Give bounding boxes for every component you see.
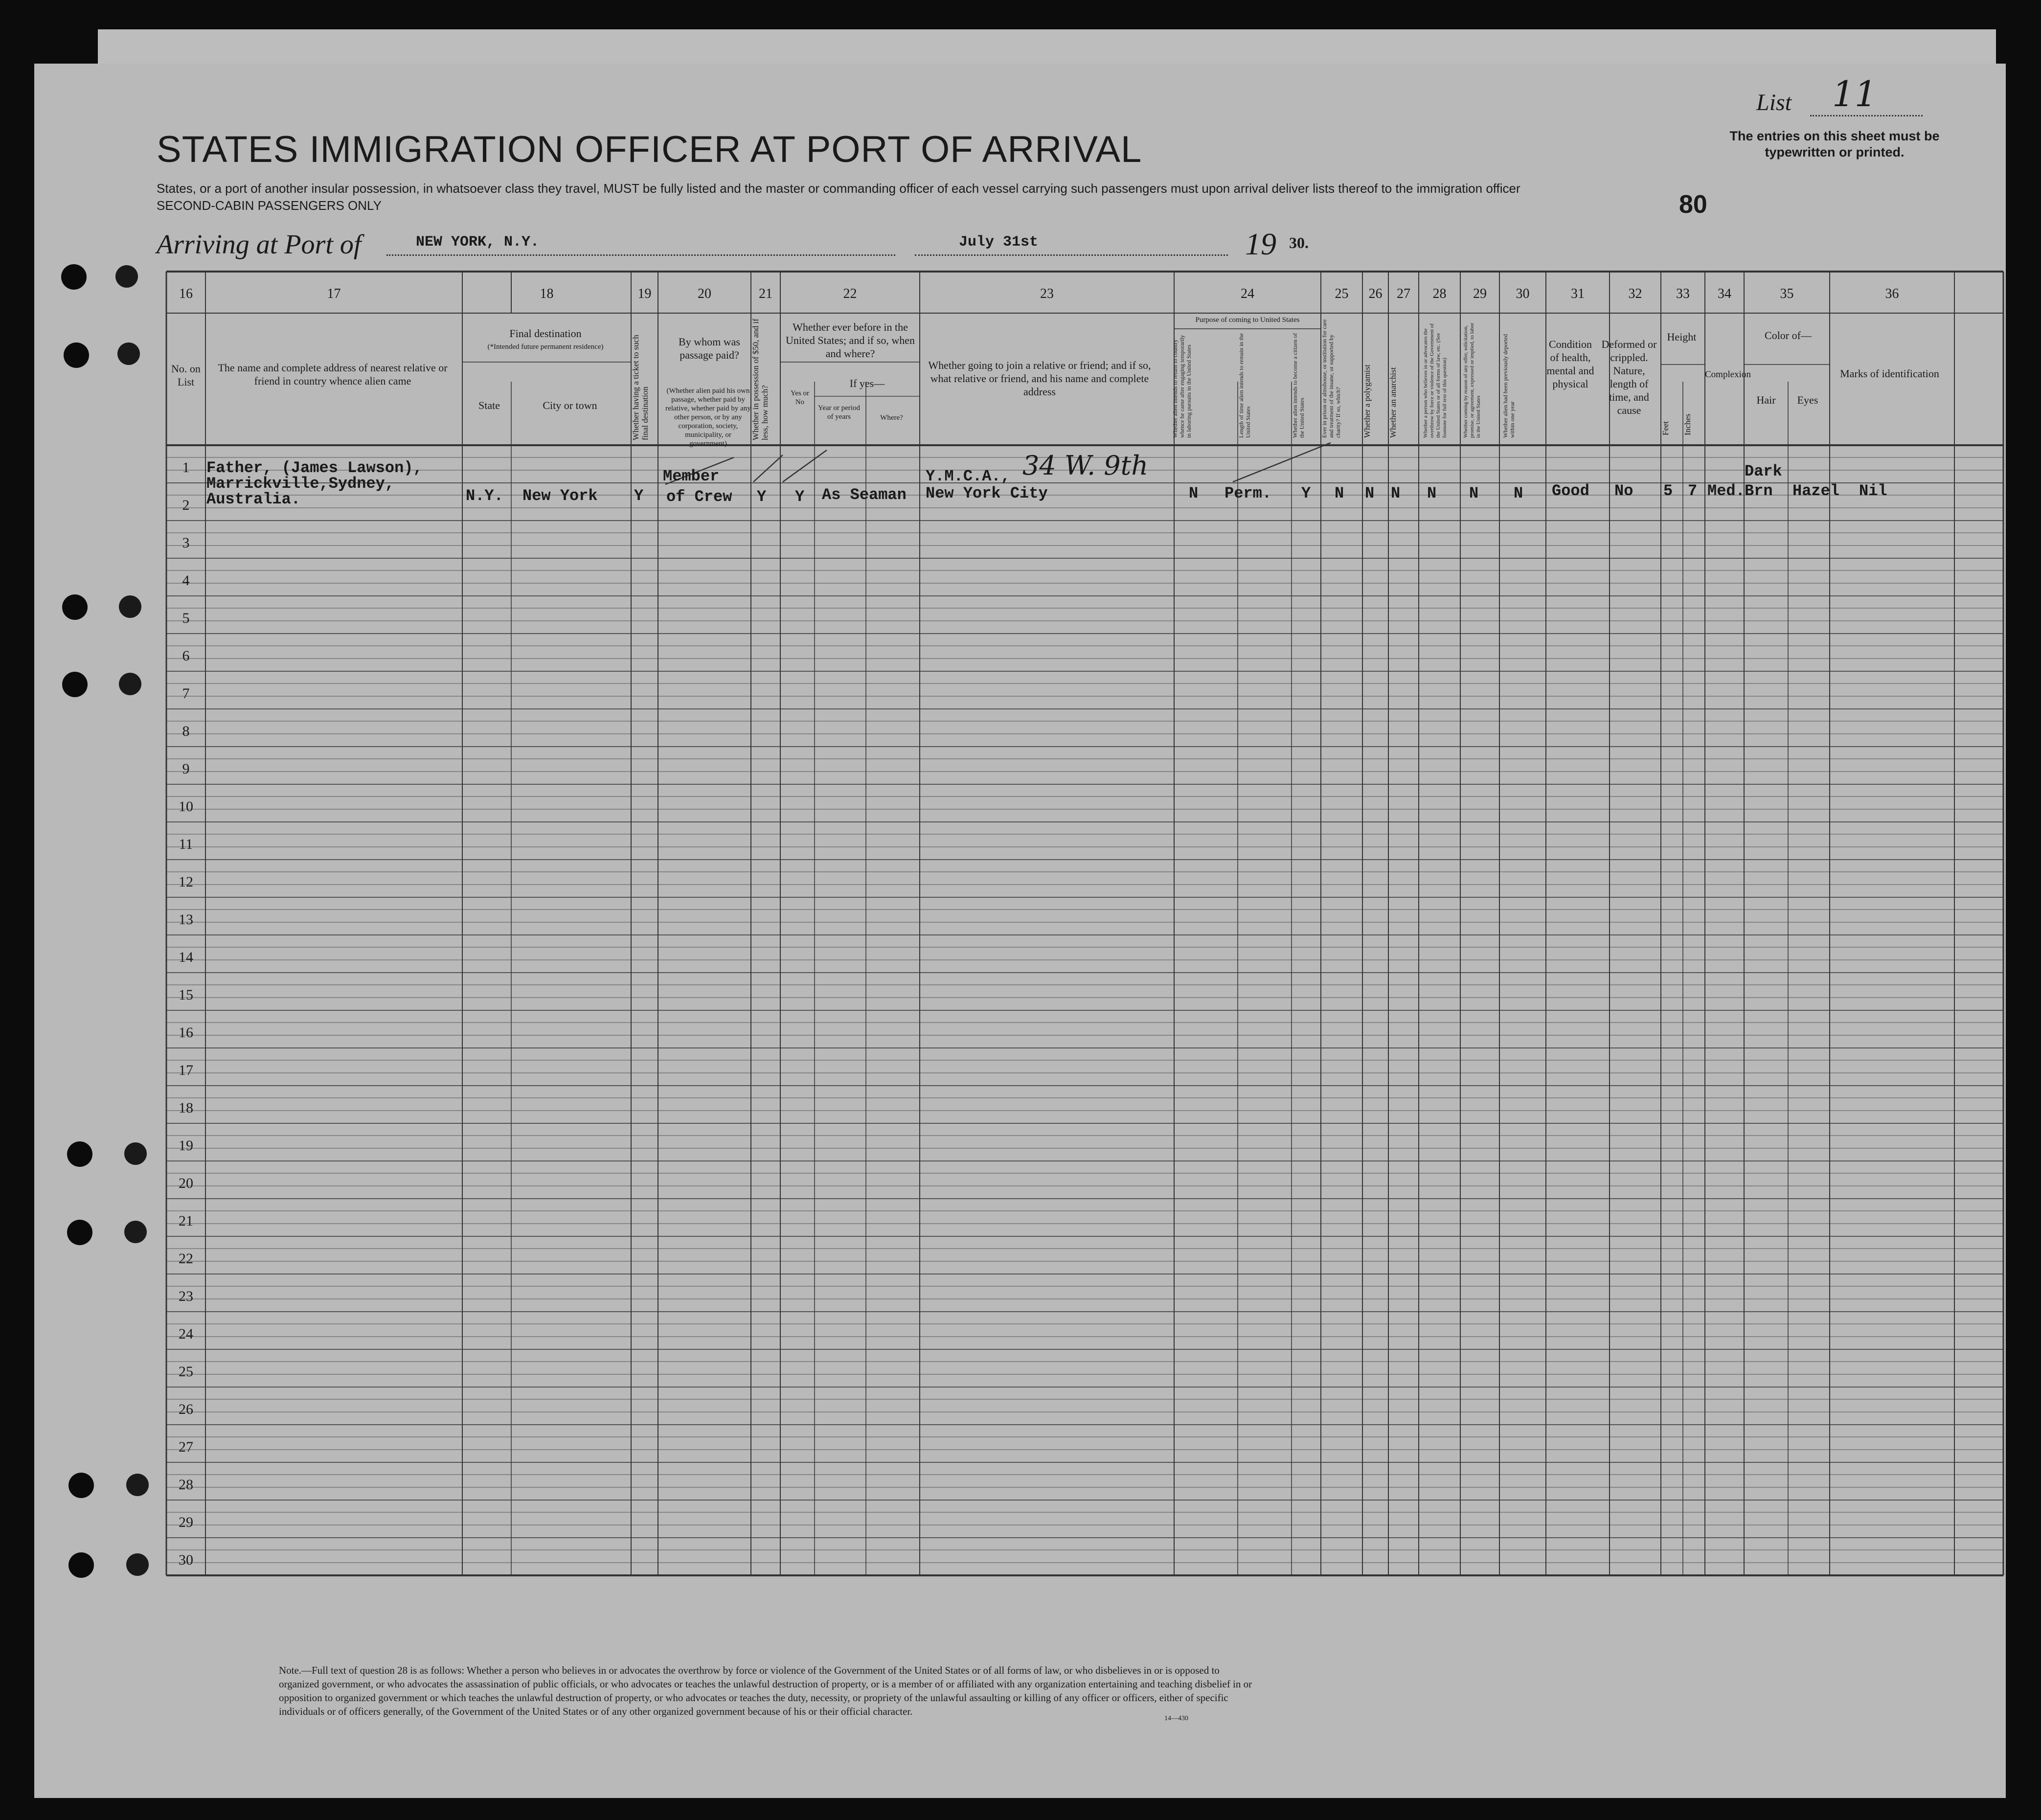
grid-line <box>1233 443 1331 482</box>
footnote: Note.—Full text of question 28 is as follows: Whether a person who believes in or advocates the overthrow by force or violence of the Government of the United States or of all forms of law, or who disbelieves in or is opposed to organized government, or who advocates the assassination of public officials, or who advocates or teaches the unlawful destruction of property, or is a member of or affiliated with any organization entertaining and teaching disbelief in or opposition to organized government or which teaches the unlawful destruction of property, or who advocates or teaches the duty, necessity, or propriety of the unlawful assaulting or killing of any officer or officers, either of specific individuals or of officers generally, of the Government of the United States or of any other organized government because of his or their official character. <box>279 1664 1252 1717</box>
header-no-on-list: No. on List <box>171 363 201 388</box>
join-line-2: New York City <box>926 484 1048 502</box>
column-number: 35 <box>1780 286 1794 301</box>
before-where-value: As Seaman <box>822 486 907 504</box>
join-handwritten-address: 34 W. 9th <box>1022 450 1149 481</box>
row-number: 24 <box>179 1326 193 1342</box>
length-of-stay-value: Perm. <box>1225 484 1272 502</box>
row-number: 6 <box>182 648 190 664</box>
row-number: 26 <box>179 1401 193 1417</box>
anarchist-value: N <box>1391 484 1401 502</box>
column-number: 23 <box>1040 286 1054 301</box>
column-number: 30 <box>1516 286 1530 301</box>
row-number: 2 <box>182 497 190 513</box>
column-number: 17 <box>327 286 341 301</box>
header-final-destination-sub: (*Intended future permanent residence) <box>487 343 604 351</box>
row-number: 13 <box>179 911 193 928</box>
header-final-destination: Final destination <box>509 327 582 340</box>
header-eyes: Eyes <box>1797 394 1818 406</box>
column-number: 28 <box>1432 286 1447 301</box>
arrival-port: NEW YORK, N.Y. <box>416 234 540 250</box>
header-inches: Inches <box>1683 413 1692 435</box>
row-number: 19 <box>179 1138 193 1154</box>
prison-value: N <box>1335 484 1344 502</box>
row-number: 25 <box>179 1364 193 1380</box>
grid-line <box>783 450 827 482</box>
row-number: 23 <box>179 1288 193 1304</box>
column-number: 20 <box>698 286 711 301</box>
header-height: Height <box>1667 331 1697 343</box>
row-number: 28 <box>179 1477 193 1493</box>
header-polygamist: Whether a polygamist <box>1362 364 1372 438</box>
header-if-yes: If yes— <box>849 377 885 389</box>
destination-city: New York <box>522 487 598 505</box>
column-number: 18 <box>540 286 554 301</box>
row-number: 16 <box>179 1024 193 1041</box>
list-number: 11 <box>1832 73 1877 114</box>
arriving-label: Arriving at Port of <box>157 229 362 260</box>
grid-line <box>753 455 783 482</box>
header-possession-50: Whether in possession of $50, and if less, how much? <box>751 318 770 440</box>
form-instructions: States, or a port of another insular possession, in whatsoever class they travel, MUST be fully listed and the master or commanding officer of each vessel carrying such passengers must upon arrival deliver lists thereof to the immigration officer <box>157 181 1520 196</box>
arrival-date: July 31st <box>959 234 1039 250</box>
row-number: 18 <box>179 1100 193 1116</box>
before-in-us-value: Y <box>795 488 805 506</box>
row-number: 3 <box>182 535 190 551</box>
header-passage-paid-sub: (Whether alien paid his own passage, whether paid by relative, whether paid by any other person, or by any corporation, society, municipality, or government) <box>665 387 751 448</box>
column-number: 34 <box>1718 286 1731 301</box>
year-suffix: 30. <box>1289 234 1309 251</box>
header-anarchist: Whether an anarchist <box>1388 367 1398 438</box>
header-before-in-us: Whether ever before in the United States; and if so, when and where? <box>786 321 915 360</box>
column-number: 32 <box>1628 286 1642 301</box>
hair-line-1: Dark <box>1745 462 1782 480</box>
header-health: Condition of health, mental and physical <box>1546 338 1594 390</box>
header-labor-offer: Whether coming by reason of any offer, solicitation, promise, or agreement, expressed or implied, to labor in the United States <box>1463 322 1481 438</box>
possession-50-value: Y <box>757 488 767 506</box>
deported-value: N <box>1514 484 1523 502</box>
row-number: 15 <box>179 987 193 1003</box>
inches-value: 7 <box>1688 482 1698 500</box>
passage-line-2: of Crew <box>666 488 732 506</box>
column-number: 31 <box>1571 286 1585 301</box>
header-overthrow: Whether a person who believes in or advocates the overthrow by force or violence of the Government of the United States or of all forms of law, etc. (See footnote for full text of this question) <box>1423 323 1448 438</box>
column-number: 27 <box>1397 286 1410 301</box>
row-number: 8 <box>182 723 190 739</box>
row-number: 11 <box>179 836 193 852</box>
form-title: STATES IMMIGRATION OFFICER AT PORT OF ARRIVAL <box>157 129 1142 170</box>
sheet-number: 80 <box>1679 190 1707 219</box>
header-color: Color of— <box>1765 329 1812 341</box>
row-number: 9 <box>182 761 190 777</box>
row-number: 1 <box>182 459 190 476</box>
complexion-value: Med. <box>1707 482 1745 500</box>
year-prefix: 19 <box>1245 227 1276 261</box>
destination-state: N.Y. <box>466 487 503 505</box>
row-number: 7 <box>182 685 190 702</box>
column-number: 22 <box>843 286 857 301</box>
row-number: 12 <box>179 874 193 890</box>
column-number: 33 <box>1676 286 1690 301</box>
hair-line-2: Brn <box>1745 482 1773 500</box>
relative-line-2: Marrickville,Sydney, <box>206 475 395 493</box>
health-value: Good <box>1552 482 1589 500</box>
row-number: 21 <box>179 1213 193 1229</box>
header-state: State <box>478 399 500 411</box>
row-number: 29 <box>179 1514 193 1530</box>
header-relative-address: The name and complete address of nearest relative or friend in country whence alien came <box>218 362 448 387</box>
labor-offer-value: N <box>1469 484 1479 502</box>
column-number: 36 <box>1885 286 1899 301</box>
column-number: 24 <box>1241 286 1254 301</box>
header-feet: Feet <box>1661 421 1670 435</box>
column-number: 16 <box>179 286 193 301</box>
deformed-value: No <box>1614 482 1633 500</box>
header-deformed: Deformed or crippled. Nature, length of time, and cause <box>1601 338 1657 416</box>
cabin-class: SECOND-CABIN PASSENGERS ONLY <box>157 198 382 213</box>
form-number: 14—430 <box>1164 1715 1188 1722</box>
header-hair: Hair <box>1756 394 1776 406</box>
column-number: 21 <box>759 286 772 301</box>
header-deported: Whether alien had been previously deported within one year <box>1502 334 1516 438</box>
eyes-value: Hazel <box>1792 482 1840 500</box>
marks-value: Nil <box>1859 482 1887 500</box>
header-ticket: Whether having a ticket to such final destination <box>631 335 650 440</box>
column-number: 26 <box>1368 286 1383 301</box>
row-number: 30 <box>179 1552 193 1568</box>
join-line-1: Y.M.C.A., <box>926 467 1010 485</box>
row-number: 20 <box>179 1175 193 1191</box>
header-prison: Ever in prison or almshouse, or institution for care and treatment of the insane, or supported by charity? If so, which? <box>1321 319 1341 438</box>
header-where: Where? <box>880 414 903 422</box>
header-yes-no: Yes or No <box>790 389 810 406</box>
relative-line-3: Australia. <box>206 490 301 508</box>
header-complexion: Complexion <box>1705 369 1751 380</box>
row-number: 4 <box>182 572 190 589</box>
column-number: 19 <box>637 286 652 301</box>
row-number: 5 <box>182 610 190 626</box>
row-number: 22 <box>179 1251 193 1267</box>
polygamist-value: N <box>1365 484 1375 502</box>
typewritten-notice: The entries on this sheet must be typewritten or printed. <box>1729 129 1940 159</box>
list-label: List <box>1756 90 1792 115</box>
header-marks: Marks of identification <box>1840 367 1939 380</box>
relative-line-1: Father, (James Lawson), <box>206 459 423 477</box>
column-number: 25 <box>1335 286 1349 301</box>
header-return-intent: Whether alien intends to return to country whence he came after engaging temporarily in laboring pursuits in the United States <box>1172 335 1192 438</box>
row-number: 27 <box>179 1439 193 1455</box>
row-number: 17 <box>179 1062 193 1078</box>
header-citizen-intent: Whether alien intends to become a citizen of the United States <box>1292 333 1305 438</box>
header-purpose: Purpose of coming to United States <box>1195 316 1300 324</box>
overthrow-value: N <box>1427 484 1437 502</box>
feet-value: 5 <box>1663 482 1673 500</box>
header-passage-paid: By whom was passage paid? <box>679 336 740 361</box>
return-intent-value: N <box>1189 484 1199 502</box>
row-number: 10 <box>179 798 193 815</box>
ticket-value: Y <box>634 487 644 505</box>
citizen-intent-value: Y <box>1301 484 1311 502</box>
header-year: Year or period of years <box>818 404 860 421</box>
header-join-relative: Whether going to join a relative or friend; and if so, what relative or friend, and his name and complete address <box>928 359 1151 398</box>
row-number: 14 <box>179 949 193 965</box>
header-length-of-stay: Length of time alien intends to remain in the United States <box>1238 333 1251 438</box>
column-number: 29 <box>1473 286 1487 301</box>
passage-line-1: Member <box>663 467 720 485</box>
header-city: City or town <box>543 399 597 411</box>
